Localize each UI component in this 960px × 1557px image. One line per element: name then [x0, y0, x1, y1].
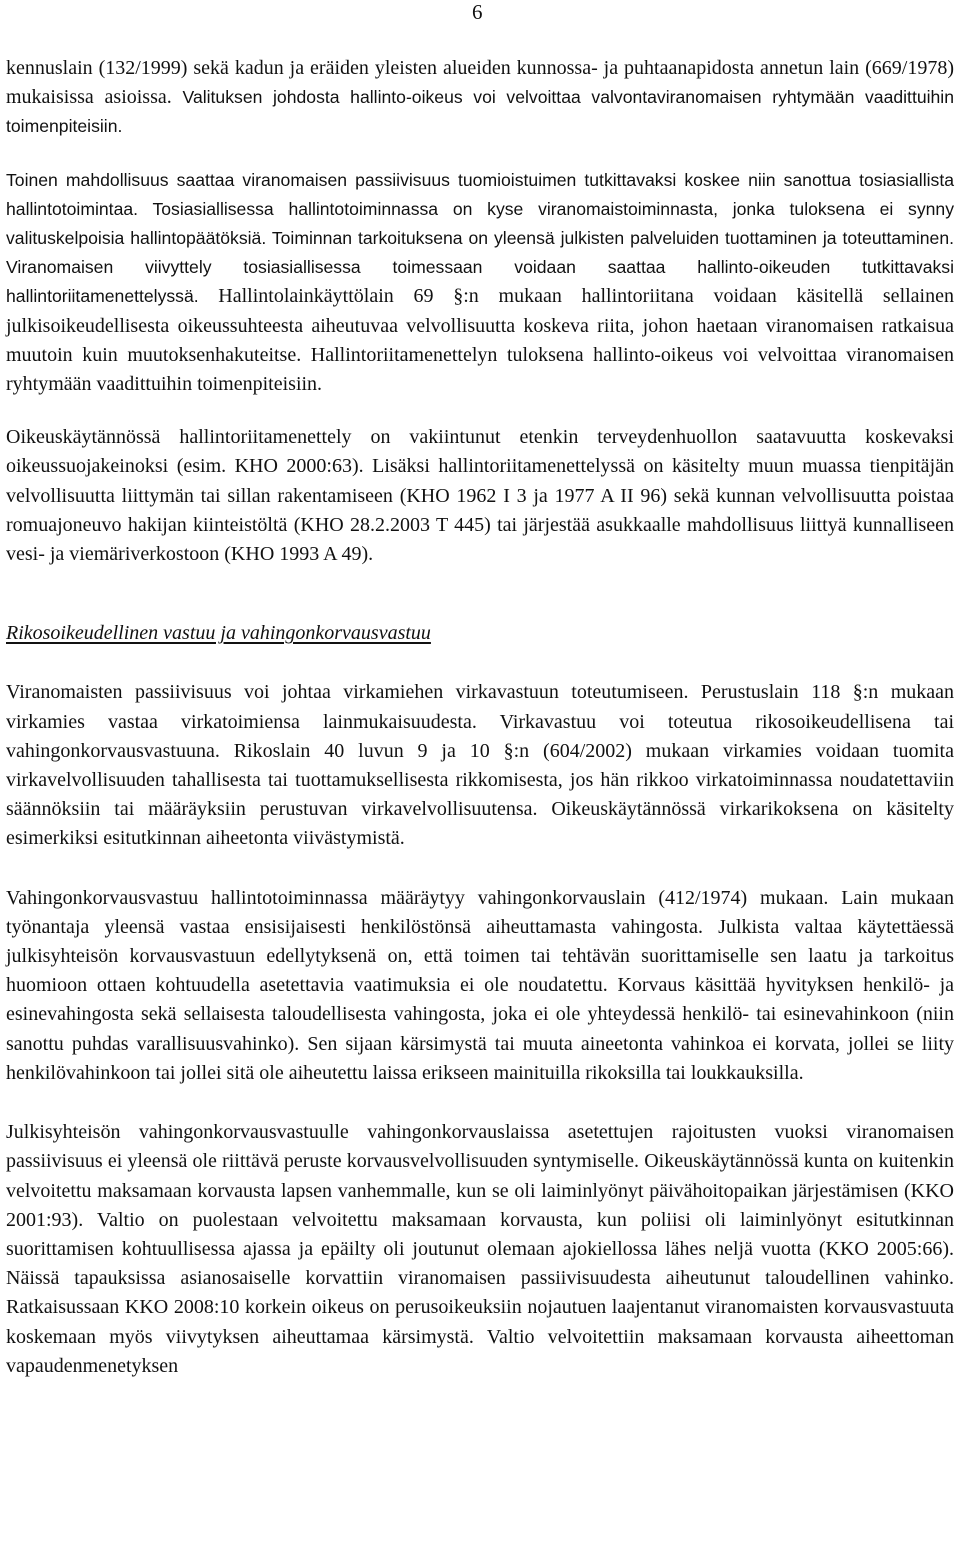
paragraph-6: Julkisyhteisön vahingonkorvausvastuulle vahingonkorvauslaissa asetettujen rajoitusten vuoksi viranomaisen passiivisuus ei yleensä ole riittävä peruste korvausvelvollisuuden syntymiselle. Oikeuskäytännössä kunta on kuitenkin velvoitettu maksamaan korvausta lapsen vanhemmalle, kun se oli laiminlyönyt päivähoitopaikan järjestämisen (KKO 2001:93). Valtio on puolestaan velvoitettu maksamaan korvausta, kun poliisi oli laiminlyönyt esitutkinnan suorittamisen kohtuullisessa ajassa ja epäilty oli joutunut olemaan ajokiellossa lähes neljä vuotta (KKO 2005:66). Näissä tapauksissa asianosaiselle korvattiin viranomaisen passiivisuudesta aiheutunut taloudellinen vahinko. Ratkaisussaan KKO 2008:10 korkein oikeus on perusoikeuksiin nojautuen laajentanut viranomaisten korvausvastuuta koskemaan myös viivytyksen aiheuttamaa kärsimystä. Valtio velvoitettiin maksamaan korvausta aiheettoman vapaudenmenetyksen — [6, 1121, 954, 1377]
paragraph-2 — [6, 166, 954, 400]
paragraph-3: Oikeuskäytännössä hallintoriitamenettely on vakiintunut etenkin terveydenhuollon saatavuutta koskevaksi oikeussuojakeinoksi (esim. KHO 2000:63). Lisäksi hallintoriitamenettelyssä on käsitelty muun muassa tienpitäjän velvollisuutta liittymän tai sillan rakentamiseen (KHO 1962 I 3 ja 1977 A II 96) sekä kunnan velvollisuutta poistaa romuajoneuvo hakijan kiinteistöltä (KHO 28.2.2003 T 445) tai järjestää asukkaalle mahdollisuus liittyä kunnalliseen vesi- ja viemäriverkostoon (KHO 1993 A 49). — [6, 426, 954, 566]
spacer — [6, 648, 954, 678]
paragraph-5: Vahingonkorvausvastuu hallintotoiminnassa määräytyy vahingonkorvauslain (412/1974) mukaan. Lain mukaan työnantaja yleensä vastaa ensisijaisesti henkilöstönsä aiheuttamasta vahingosta. Julkista valtaa käytettäessä julkisyhteisön korvausvastuun edellytyksenä on, että toimen tai tehtävän suorittamiselle sen laatu ja tarkoitus huomioon ottaen kohtuudella asetettavia vaatimuksia ei ole noudatettu. Korvaus käsittää hyvityksen henkilö- ja esinevahingosta sekä sellaisesta taloudellisesta vahingosta, joka ei ole yhteydessä henkilö- tai esinevahinkoon (niin sanottu puhdas varallisuusvahinko). Sen sijaan kärsimystä tai muuta aineetonta vahinkoa ei korvata, jollei se liity henkilövahinkoon tai jollei sitä ole aiheutettu laissa erikseen mainituilla rikoksilla tai loukkauksilla. — [6, 886, 954, 1084]
spacer — [6, 399, 954, 423]
paragraph-2-part-d: Viranomaisen viivyttely tosiasiallisessa toimessaan voidaan saattaa hallinto-oikeuden tutkittavaksi hallintoriitamenettelyssä. — [6, 257, 954, 307]
paragraph-2-part-c: Toiminnan tarkoituksena on yleensä julkisten palveluiden tuottaminen ja toteuttaminen. — [271, 228, 954, 249]
paragraph-2-part-e: Hallintolainkäyttölain 69 §:n mukaan hallintoriitana voidaan käsitellä sellainen julkisoikeudellisesta oikeussuhteesta aiheutuvaa velvollisuutta koskeva riita, johon haetaan viranomaisen ratkaisua muutoin kuin muutoksenhakuteitse. Hallintoriitamenettelyn tuloksena hallinto-oikeus voi velvoittaa viranomaisen ryhtymään vaadittuihin toimenpiteisiin. — [6, 285, 954, 396]
section-heading: Rikosoikeudellinen vastuu ja vahingonkorvausvastuu — [6, 622, 431, 645]
paragraph-4: Viranomaisten passiivisuus voi johtaa virkamiehen virkavastuun toteutumiseen. Perustuslain 118 §:n mukaan virkamies vastaa virkatoimiensa lainmukaisuudesta. Virkavastuu voi toteutua rikosoikeudellisena tai vahingonkorvausvastuuna. Rikoslain 40 luvun 9 ja 10 §:n (604/2002) mukaan virkamies voidaan tuomita virkavelvollisuuden tahallisesta tai tuottamuksellisesta rikkomisesta, jos hän rikkoo virkatoiminnassa noudatettaviin säännöksiin tai määräyksiin perustuvan virkavelvollisuutensa. Oikeuskäytännössä virkarikoksena on käsitelty esimerkiksi esitutkinnan aiheetonta viivästymistä. — [6, 681, 954, 850]
paragraph-2-part-a: Toinen mahdollisuus saattaa viranomaisen passiivisuus tuomioistuimen tutkittavaksi koskee niin sanottua tosiasiallista hallintotoimintaa. — [6, 169, 954, 219]
paragraph-1 — [6, 54, 954, 142]
page-number: 6 — [472, 0, 483, 24]
spacer — [6, 569, 954, 619]
spacer — [6, 1088, 954, 1118]
spacer — [6, 854, 954, 884]
paragraph-2-part-b: Tosiasiallisessa hallintotoiminnassa on kyse viranomaistoiminnasta, jonka tuloksena ei synny valituskelpoisia hallintopäätöksiä. — [6, 198, 954, 249]
paragraph-1-part-b: Valituksen johdosta hallinto-oikeus voi velvoittaa valvontaviranomaisen ryhtymään vaadittuihin toimenpiteisiin. — [6, 87, 954, 137]
paragraph-1-part-a: kennuslain (132/1999) sekä kadun ja eräiden yleisten alueiden kunnossa- ja puhtaanapidosta annetun lain (669/1978) mukaisissa asioissa. — [6, 57, 954, 109]
document-body — [6, 54, 954, 1381]
spacer — [6, 142, 954, 166]
